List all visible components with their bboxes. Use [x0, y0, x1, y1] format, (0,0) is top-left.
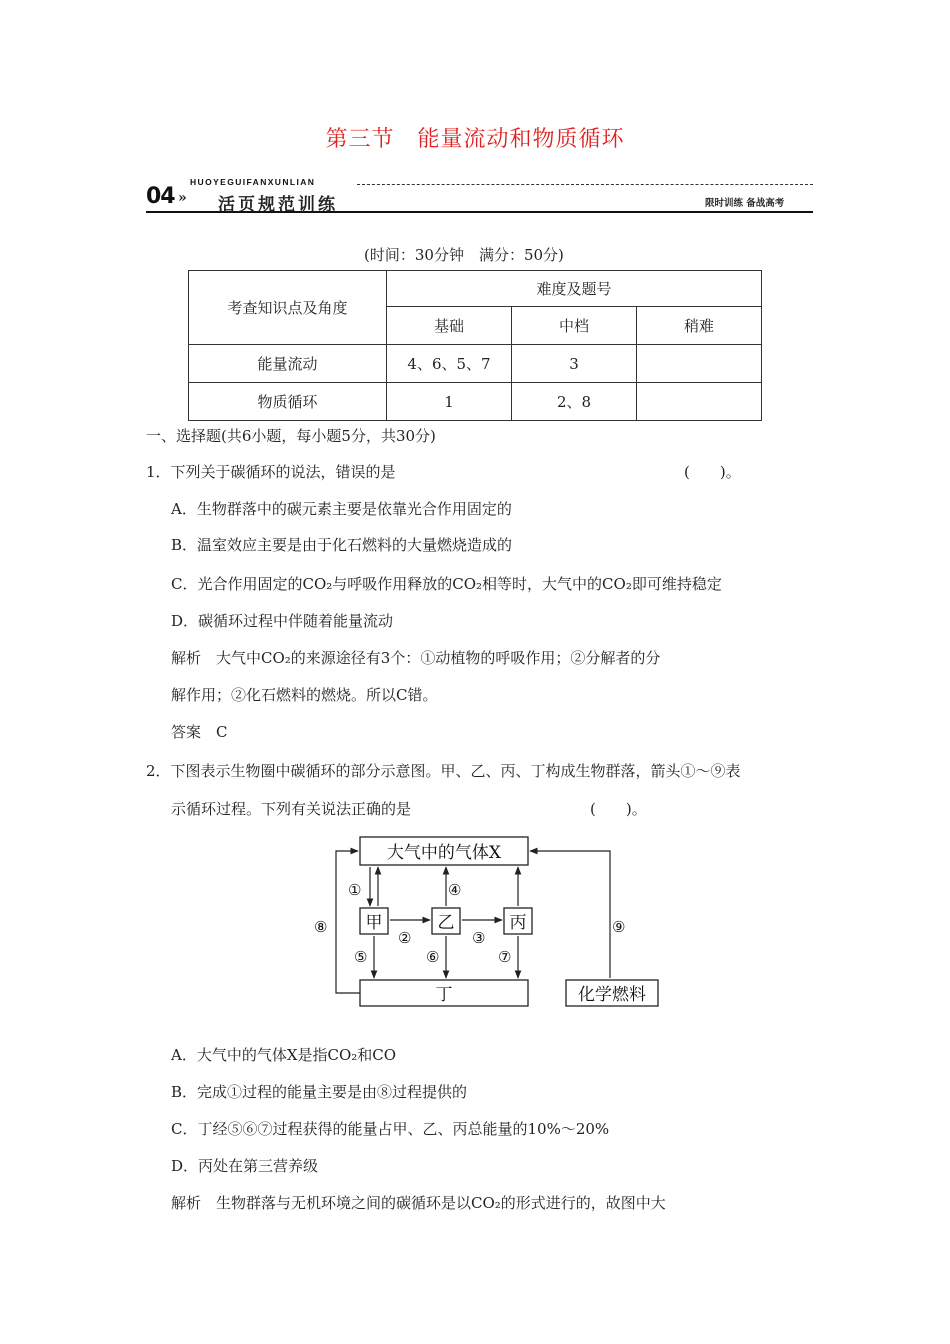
banner-pinyin: HUOYEGUIFANXUNLIAN	[190, 177, 316, 187]
banner-number: 04	[146, 184, 175, 209]
arrow-label-2: ②	[398, 929, 412, 947]
answer-blank: ( )。	[684, 463, 741, 481]
table-cell: 能量流动	[189, 345, 387, 383]
table-corner-header: 考查知识点及角度	[189, 271, 387, 345]
page-title: 第三节 能量流动和物质循环	[325, 127, 625, 152]
table-row	[189, 345, 762, 383]
bing-label: 丙	[509, 913, 527, 933]
arrow-label-7: ⑦	[498, 948, 512, 966]
option-d: D．丙处在第三营养级	[171, 1157, 319, 1175]
question-stem: 示循环过程。下列有关说法正确的是	[171, 800, 412, 818]
table-level-header: 中档	[512, 307, 637, 345]
table-row	[189, 383, 762, 421]
analysis-text: 解作用；②化石燃料的燃烧。所以C错。	[171, 686, 438, 704]
option-a: A．生物群落中的碳元素主要是依靠光合作用固定的	[171, 500, 512, 518]
yi-label: 乙	[437, 913, 455, 933]
table-cell: 2、8	[512, 383, 637, 421]
jia-label: 甲	[365, 913, 383, 933]
arrow-label-9: ⑨	[612, 918, 626, 936]
banner-label: 活页规范训练	[218, 195, 338, 215]
option-c: C．光合作用固定的CO₂与呼吸作用释放的CO₂相等时，大气中的CO₂即可维持稳定	[171, 575, 722, 593]
table-cell: 4、6、5、7	[387, 345, 512, 383]
arrow-label-1: ①	[348, 881, 362, 899]
table-cell	[637, 345, 762, 383]
carbon-cycle-diagram	[300, 828, 680, 1014]
table-cell	[637, 383, 762, 421]
question-stem: 1．下列关于碳循环的说法，错误的是	[146, 463, 396, 481]
ding-label: 丁	[435, 985, 453, 1005]
option-b: B．完成①过程的能量主要是由⑧过程提供的	[171, 1083, 468, 1101]
option-c: C．丁经⑤⑥⑦过程获得的能量占甲、乙、丙总能量的10%～20%	[171, 1120, 610, 1138]
arrow-label-8: ⑧	[314, 918, 328, 936]
knowledge-table	[188, 270, 762, 421]
table-level-header: 稍难	[637, 307, 762, 345]
arrow-label-6: ⑥	[426, 948, 440, 966]
arrow-label-4: ④	[448, 881, 462, 899]
table-level-header: 基础	[387, 307, 512, 345]
analysis-text: 解析 生物群落与无机环境之间的碳循环是以CO₂的形式进行的，故图中大	[171, 1194, 666, 1212]
option-b: B．温室效应主要是由于化石燃料的大量燃烧造成的	[171, 536, 513, 554]
answer-blank: ( )。	[590, 800, 647, 818]
analysis-text: 解析 大气中CO₂的来源途径有3个：①动植物的呼吸作用；②分解者的分	[171, 649, 661, 667]
arrow-label-5: ⑤	[354, 948, 368, 966]
option-d: D．碳循环过程中伴随着能量流动	[171, 612, 394, 630]
arrow-label-3: ③	[472, 929, 486, 947]
answer-text: 答案 C	[171, 723, 228, 741]
question-stem: 2．下图表示生物圈中碳循环的部分示意图。甲、乙、丙、丁构成生物群落，箭头①～⑨表	[146, 762, 741, 780]
atmosphere-label: 大气中的气体X	[386, 843, 502, 863]
table-cell: 1	[387, 383, 512, 421]
section-heading: 一、选择题(共6小题，每小题5分，共30分)	[146, 427, 436, 445]
arrow-9	[530, 851, 610, 978]
table-cell: 3	[512, 345, 637, 383]
option-a: A．大气中的气体X是指CO₂和CO	[171, 1046, 397, 1064]
chevron-icon: »	[178, 190, 187, 206]
table-group-header: 难度及题号	[387, 271, 762, 307]
banner-dashed-divider	[357, 184, 813, 185]
time-note: (时间：30分钟 满分：50分)	[364, 246, 564, 264]
table-cell: 物质循环	[189, 383, 387, 421]
banner-slogan: 限时训练 备战高考	[705, 198, 785, 209]
fuel-label: 化学燃料	[578, 985, 646, 1005]
arrow-8	[336, 851, 360, 993]
